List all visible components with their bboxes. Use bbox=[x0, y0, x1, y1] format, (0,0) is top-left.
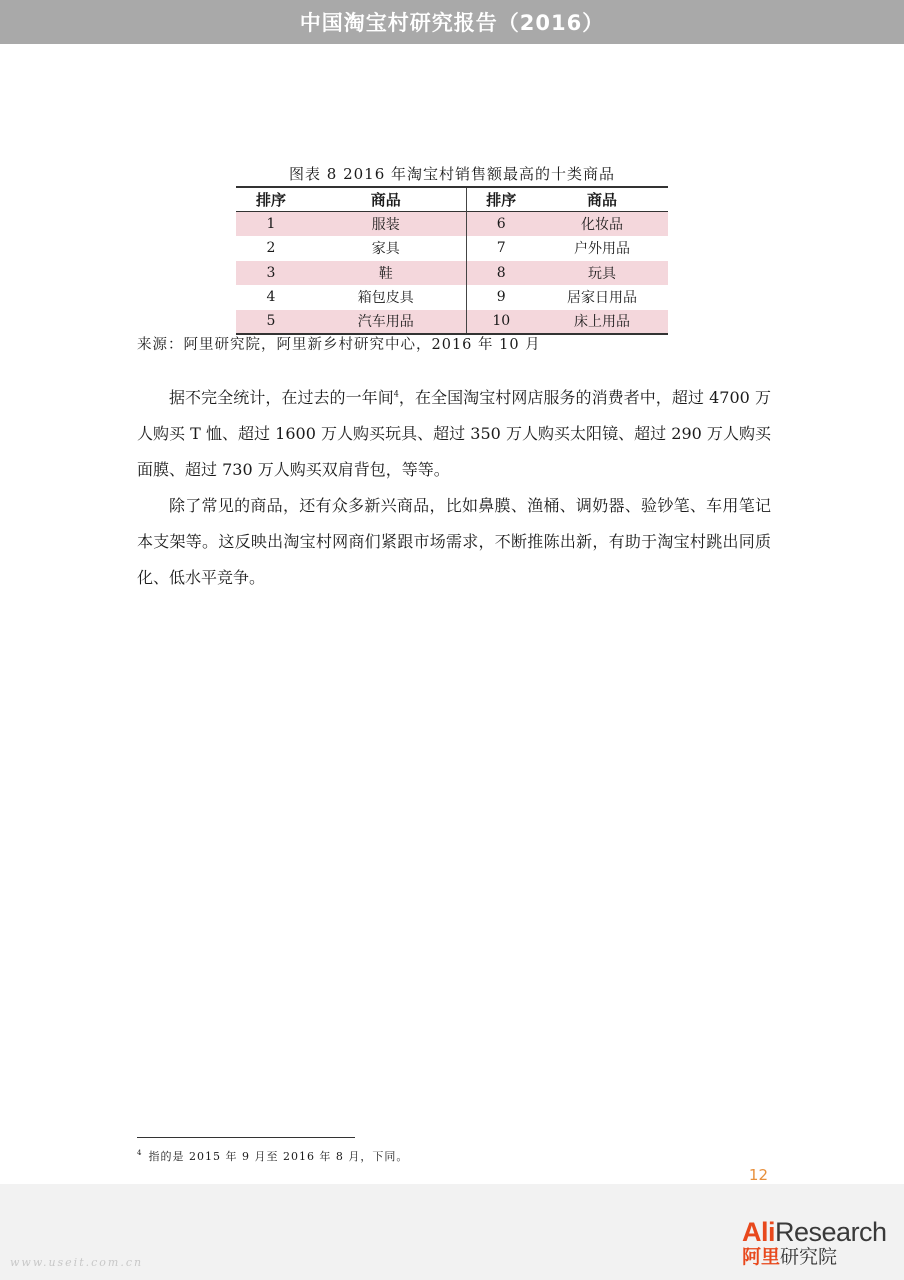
paragraph: 除了常见的商品，还有众多新兴商品，比如鼻膜、渔桶、调奶器、验钞笔、车用笔记本支架等。这反映出淘宝村网商们紧跟市场需求，不断推陈出新，有助于淘宝村跳出同质化、低水平竞争。 bbox=[137, 496, 771, 587]
rank-cell: 3 bbox=[236, 261, 306, 286]
aliresearch-logo bbox=[742, 1218, 902, 1270]
logo-ali: Ali bbox=[742, 1217, 776, 1247]
footnote-reference[interactable]: 4 bbox=[393, 389, 399, 399]
top-categories-table bbox=[236, 186, 668, 335]
item-cell: 鞋 bbox=[306, 261, 466, 286]
rank-cell: 4 bbox=[266, 289, 276, 306]
item-cell: 家具 bbox=[306, 236, 466, 261]
item-cell: 玩具 bbox=[536, 261, 668, 286]
rank-cell: 2 bbox=[266, 240, 276, 257]
footnote bbox=[137, 1148, 408, 1164]
footnote-text: 指的是 2015 年 9 月至 2016 年 8 月，下同。 bbox=[148, 1150, 409, 1163]
table-row bbox=[236, 212, 668, 237]
report-title: 中国淘宝村研究报告（2016） bbox=[299, 11, 605, 35]
paragraph-text: 据不完全统计，在过去的一年间 bbox=[169, 388, 394, 407]
logo-chinese bbox=[742, 1246, 902, 1268]
table-row bbox=[236, 285, 668, 310]
rank-cell: 9 bbox=[496, 289, 506, 306]
report-header bbox=[0, 0, 904, 44]
item-cell: 户外用品 bbox=[574, 241, 630, 258]
rank-cell: 8 bbox=[466, 261, 536, 286]
logo-english bbox=[742, 1218, 902, 1246]
item-cell: 化妆品 bbox=[536, 212, 668, 237]
rank-cell: 10 bbox=[466, 310, 536, 335]
item-cell: 汽车用品 bbox=[306, 310, 466, 335]
figure-source: 来源：阿里研究院，阿里新乡村研究中心，2016 年 10 月 bbox=[137, 337, 541, 353]
item-cell: 床上用品 bbox=[536, 310, 668, 335]
table-row bbox=[236, 261, 668, 286]
figure-caption: 图表 8 2016 年淘宝村销售额最高的十类商品 bbox=[288, 165, 616, 183]
item-cell: 服装 bbox=[306, 212, 466, 237]
item-cell: 箱包皮具 bbox=[306, 285, 466, 310]
rank-cell: 6 bbox=[466, 212, 536, 237]
column-header-rank: 排序 bbox=[255, 191, 286, 209]
footnote-divider bbox=[137, 1137, 355, 1138]
logo-research: Research bbox=[775, 1217, 887, 1247]
table-header-row bbox=[236, 187, 668, 212]
rank-cell: 5 bbox=[236, 310, 306, 335]
item-cell: 居家日用品 bbox=[567, 290, 637, 307]
column-header-rank: 排序 bbox=[486, 191, 517, 209]
watermark: www.useit.com.cn bbox=[10, 1256, 144, 1269]
paragraph bbox=[137, 380, 771, 488]
body-text bbox=[137, 380, 771, 596]
table-row bbox=[236, 236, 668, 261]
paragraph-text: ，在全国淘宝村网店服务的消费者中，超过 4700 万人购买 T 恤、超过 1600 万人购买玩具、超过 350 万人购买太阳镜、超过 290 万人购买面膜、超过 730 万人购买双肩背包，等等。 bbox=[137, 388, 771, 479]
rank-cell: 1 bbox=[236, 212, 306, 237]
column-header-item: 商品 bbox=[306, 187, 466, 212]
logo-ali-cn: 阿里 bbox=[742, 1246, 781, 1268]
table-row bbox=[236, 310, 668, 335]
page-number: 12 bbox=[748, 1166, 768, 1184]
logo-yanjiuyuan: 研究院 bbox=[780, 1246, 838, 1268]
column-header-item: 商品 bbox=[586, 191, 617, 209]
rank-cell: 7 bbox=[496, 240, 506, 257]
footnote-marker: 4 bbox=[137, 1149, 143, 1158]
